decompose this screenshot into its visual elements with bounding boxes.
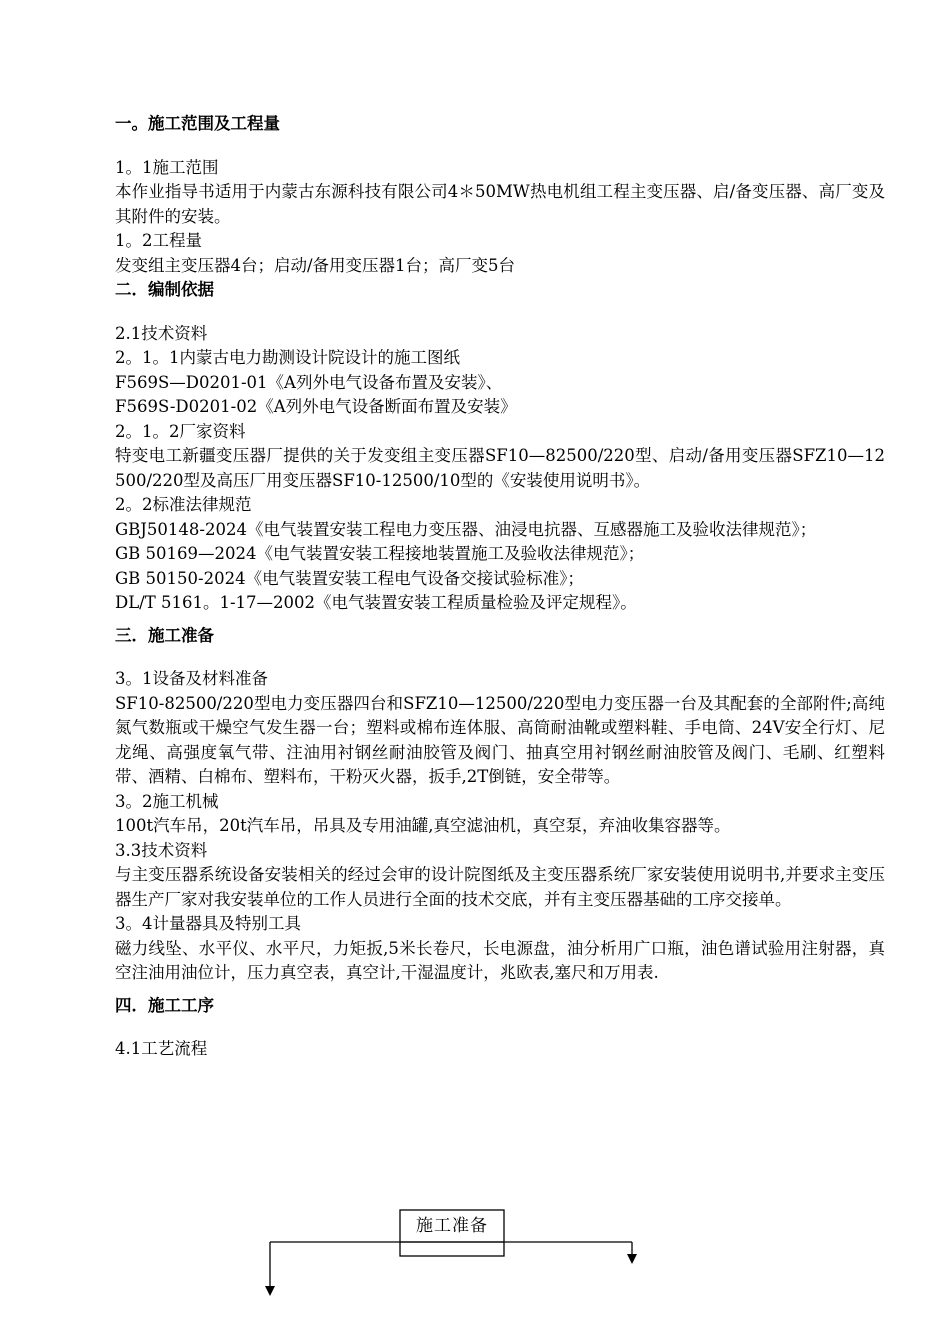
- subsection-heading: 2。1。1内蒙古电力勘测设计院设计的施工图纸: [115, 348, 460, 367]
- arrow-down-icon: [265, 1286, 275, 1296]
- drawing-reference: F569S-D0201-02《A列外电气设备断面布置及安装》: [115, 397, 517, 416]
- paragraph: 本作业指导书适用于内蒙古东源科技有限公司4＊50MW热电机组工程主变压器、启/备变压器、高厂变及其附件的安装。: [115, 182, 885, 226]
- subsection-heading: 3。4计量器具及特别工具: [115, 914, 301, 933]
- subsection-heading: 3。1设备及材料准备: [115, 669, 268, 688]
- paragraph: 100t汽车吊，20t汽车吊，吊具及专用油罐,真空滤油机，真空泵，弃油收集容器等。: [115, 816, 731, 835]
- paragraph: SF10-82500/220型电力变压器四台和SFZ10—12500/220型电力变压器一台及其配套的全部附件;高纯氮气数瓶或干燥空气发生器一台；塑料或棉布连体服、高筒耐油靴或塑料鞋、手电筒、24V安全行灯、尼龙绳、高强度氧气带、注油用衬钢丝耐油胶管及阀门、抽真空用衬钢丝耐油胶管及阀门、毛刷、红塑料带、酒精、白棉布、塑料布，干粉灭火器，扳手,2T倒链，安全带等。: [115, 693, 885, 786]
- paragraph: 特变电工新疆变压器厂提供的关于发变组主变压器SF10—82500/220型、启动/备用变压器SFZ10—12500/220型及高压厂用变压器SF10-12500/10型的《安装使用说明书》。: [115, 446, 885, 490]
- subsection-heading: 4.1工艺流程: [115, 1039, 208, 1058]
- paragraph: 与主变压器系统设备安装相关的经过会审的设计院图纸及主变压器系统厂家安装使用说明书,并要求主变压器生产厂家对我安装单位的工作人员进行全面的技术交底，并有主变压器基础的工序交接单。: [115, 865, 885, 909]
- drawing-reference: F569S—D0201-01《A列外电气设备布置及安装》、: [115, 372, 503, 392]
- subsection-heading: 2。2标准法律规范: [115, 495, 252, 514]
- standard-reference: GB 50169—2024《电气装置安装工程接地装置施工及验收法律规范》；: [115, 544, 645, 563]
- section-title-4: 四．施工工序: [115, 995, 214, 1015]
- subsection-heading: 1。1施工范围: [115, 157, 219, 177]
- section-title-3: 三．施工准备: [115, 625, 214, 645]
- subsection-heading: 3.3技术资料: [115, 840, 208, 860]
- standard-reference: GBJ50148-2024《电气装置安装工程电力变压器、油浸电抗器、互感器施工及验收法律规范》；: [115, 519, 817, 539]
- paragraph: 磁力线坠、水平仪、水平尺，力矩扳,5米长卷尺，长电源盘，油分析用广口瓶，油色谱试验用注射器，真空注油用油位计，压力真空表，真空计,干湿温度计，兆欧表,塞尺和万用表.: [115, 938, 885, 982]
- paragraph: 发变组主变压器4台；启动/备用变压器1台；高厂变5台: [115, 255, 516, 275]
- subsection-heading: 1。2工程量: [115, 231, 202, 250]
- subsection-heading: 2。1。2厂家资料: [115, 421, 246, 441]
- standard-reference: GB 50150-2024《电气装置安装工程电气设备交接试验标准》；: [115, 568, 584, 588]
- arrow-down-icon: [627, 1254, 637, 1264]
- standard-reference: DL/T 5161。1-17—2002《电气装置安装工程质量检验及评定规程》。: [115, 593, 637, 612]
- flow-box-label: 施工准备: [416, 1216, 488, 1236]
- subsection-heading: 3。2施工机械: [115, 791, 219, 811]
- section-title-1: 一。施工范围及工程量: [115, 114, 280, 133]
- subsection-heading: 2.1技术资料: [115, 323, 208, 343]
- section-title-2: 二．编制依据: [115, 280, 214, 299]
